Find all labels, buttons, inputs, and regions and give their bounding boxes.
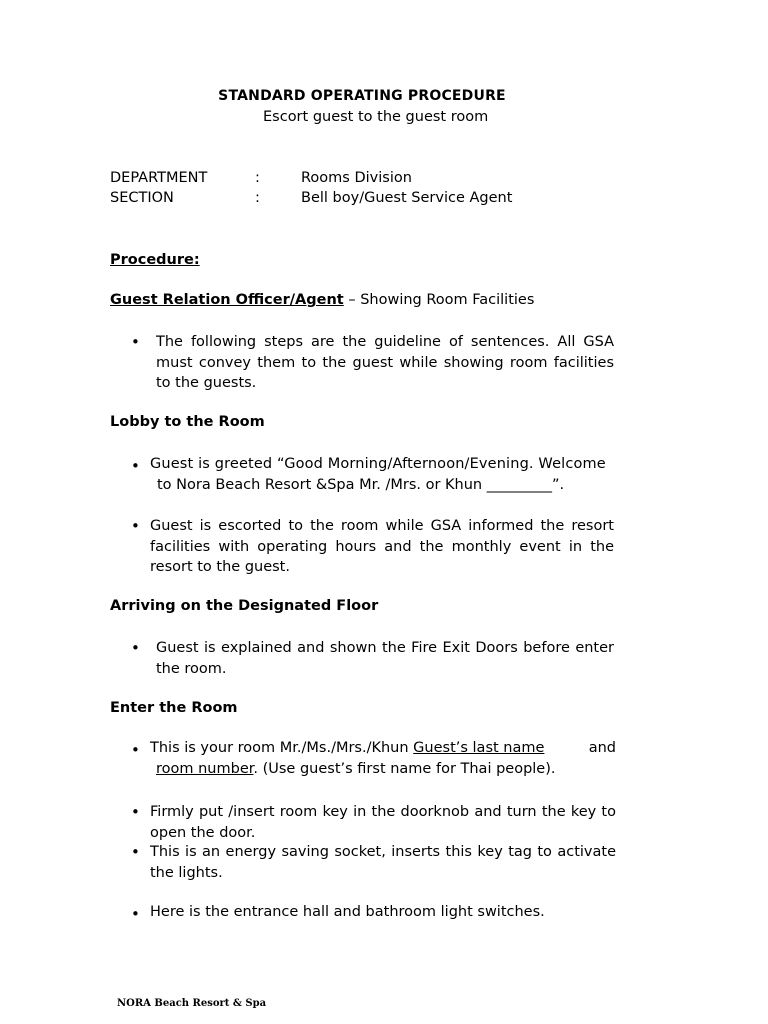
- bullet-dot: •: [131, 803, 140, 821]
- bullet-dot: •: [131, 639, 140, 657]
- lobby-heading: Lobby to the Room: [110, 414, 265, 430]
- document-title: STANDARD OPERATING PROCEDURE: [218, 88, 506, 104]
- intro-bullet: The following steps are the guideline of sentences. All GSA must convey them to the guest while showing room facilities to the guests.: [156, 334, 614, 391]
- floor-heading: Arriving on the Designated Floor: [110, 598, 379, 614]
- bullet-dot: •: [131, 517, 140, 535]
- role-description: – Showing Room Facilities: [343, 292, 535, 308]
- bullet-dot: •: [131, 905, 140, 923]
- role-line: [110, 292, 534, 308]
- procedure-heading: Procedure:: [110, 252, 200, 268]
- room-heading: Enter the Room: [110, 700, 238, 716]
- lobby-bullet-2: Guest is escorted to the room while GSA informed the resort facilities with operating hours and the monthly event in the resort to the guest.: [150, 518, 614, 575]
- bullet-dot: •: [131, 843, 140, 861]
- room-bullet-3: This is an energy saving socket, inserts this key tag to activate the lights.: [150, 844, 616, 881]
- room-number-placeholder: room number: [156, 761, 254, 777]
- section-colon: :: [255, 190, 260, 206]
- bullet-dot: •: [131, 457, 140, 475]
- floor-bullet-1: Guest is explained and shown the Fire Exit Doors before enter the room.: [156, 640, 614, 677]
- footer-text: NORA Beach Resort & Spa: [117, 998, 267, 1009]
- room-bullet-1-line-1: This is your room Mr./Ms./Mrs./Khun Guest’s last name and: [150, 740, 616, 756]
- bullet-dot: •: [131, 741, 140, 759]
- department-value: Rooms Division: [301, 170, 412, 186]
- section-value: Bell boy/Guest Service Agent: [301, 190, 513, 206]
- department-colon: :: [255, 170, 260, 186]
- bullet-dot: •: [131, 333, 140, 351]
- department-label: DEPARTMENT: [110, 170, 208, 186]
- lobby-bullet-1-line-2: to Nora Beach Resort &Spa Mr. /Mrs. or Khun _________”.: [157, 477, 565, 493]
- lobby-bullet-1-line-1: Guest is greeted “Good Morning/Afternoon/Evening. Welcome: [150, 456, 606, 472]
- room-bullet-4: Here is the entrance hall and bathroom light switches.: [150, 904, 545, 920]
- section-label: SECTION: [110, 190, 174, 206]
- room-bullet-1-line-2: room number. (Use guest’s first name for Thai people).: [156, 761, 556, 777]
- role-label: Guest Relation Officer/Agent: [110, 292, 344, 308]
- room-bullet-2: Firmly put /insert room key in the doorknob and turn the key to open the door.: [150, 804, 616, 841]
- guest-last-name-placeholder: Guest’s last name: [413, 740, 545, 756]
- document-subtitle: Escort guest to the guest room: [263, 109, 489, 125]
